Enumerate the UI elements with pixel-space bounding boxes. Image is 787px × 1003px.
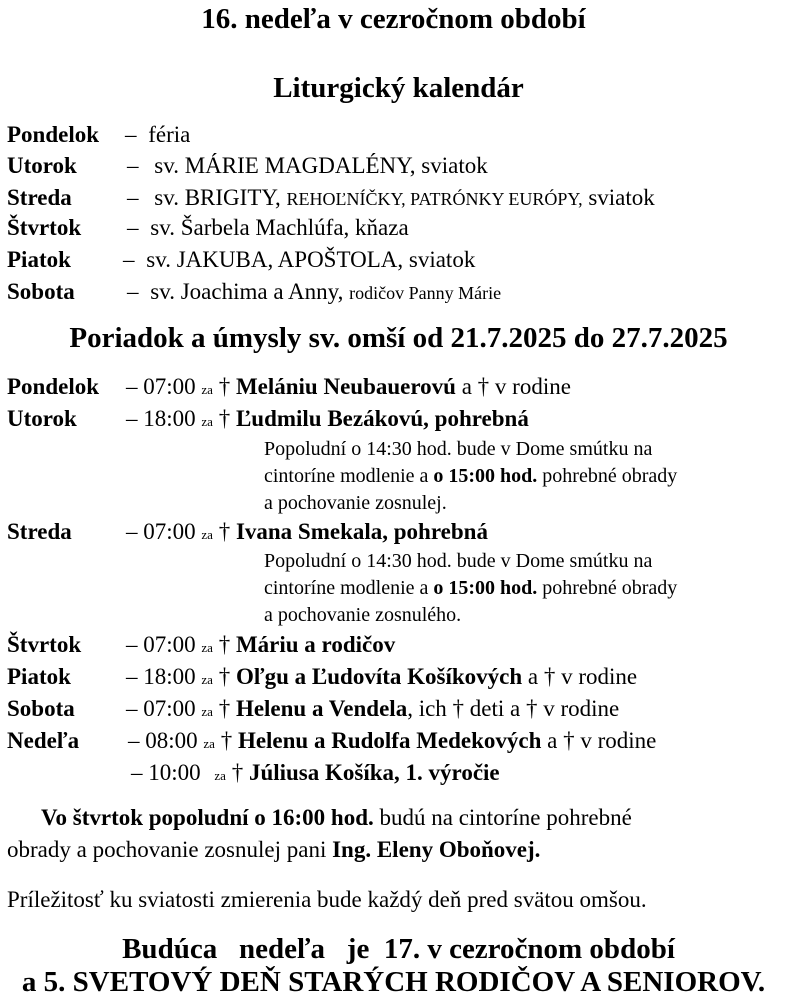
note-line	[264, 463, 677, 490]
calendar-row	[7, 153, 77, 179]
cross-icon: †	[218, 374, 231, 399]
mass-intention: Helenu a Rudolfa Medekových	[237, 728, 542, 753]
mass-time: – 07:00	[126, 519, 196, 544]
calendar-text: sv. JAKUBA, APOŠTOLA, sviatok	[146, 247, 476, 272]
mass-intention: Ivana Smekala, pohrebná	[235, 519, 488, 544]
confession-note: Príležitosť ku sviatosti zmierenia bude každý deň pred svätou omšou.	[7, 887, 647, 912]
za-label: za	[201, 527, 213, 542]
calendar-entry	[127, 279, 501, 305]
calendar-day: Štvrtok	[7, 215, 82, 240]
calendar-day: Pondelok	[7, 122, 100, 147]
za-label: za	[201, 704, 213, 719]
cross-icon: †	[218, 632, 231, 657]
za-label: za	[201, 414, 213, 429]
dash: –	[123, 247, 135, 272]
mass-intention: Júliusa Košíka, 1. výročie	[248, 760, 500, 785]
mass-time: – 18:00	[126, 406, 196, 431]
calendar-text-small: rodičov Panny Márie	[349, 283, 502, 303]
announcement-bold: Ing. Eleny Oboňovej.	[332, 837, 541, 862]
note-text: pohrebné obrady	[542, 577, 678, 599]
mass-row	[126, 519, 488, 545]
funeral-note	[264, 548, 677, 629]
calendar-text: sviatok	[588, 185, 655, 210]
za-label: za	[201, 640, 213, 655]
mass-intention-rest: a † v rodine	[461, 374, 571, 399]
calendar-row	[7, 247, 71, 273]
announcement-bold: Vo štvrtok popoludní o 16:00 hod.	[41, 805, 374, 830]
mass-row	[131, 760, 500, 786]
dash: –	[127, 279, 139, 304]
cross-icon: †	[218, 664, 231, 689]
announcement-line	[7, 802, 632, 834]
cross-icon: †	[218, 519, 231, 544]
mass-time: – 18:00	[126, 664, 196, 689]
calendar-day: Piatok	[7, 247, 71, 272]
note-line: Popoludní o 14:30 hod. bude v Dome smútku na	[264, 550, 653, 572]
mass-row	[126, 696, 619, 722]
mass-intention: Helenu a Vendela	[235, 696, 408, 721]
cross-icon: †	[231, 760, 244, 785]
mass-intention: Máriu a rodičov	[235, 632, 396, 657]
mass-day: Pondelok	[7, 374, 100, 399]
funeral-note	[264, 436, 677, 517]
za-label: za	[201, 382, 213, 397]
calendar-row	[7, 279, 75, 305]
mass-time: – 08:00	[128, 728, 198, 753]
note-line: a pochovanie zosnulej.	[264, 492, 447, 514]
next-sunday-line2: a 5. SVETOVÝ DEŇ STARÝCH RODIČOV A SENIOROV.	[21, 966, 766, 998]
mass-row	[126, 664, 637, 690]
mass-row	[126, 406, 529, 432]
announcement-line	[7, 834, 632, 866]
dash: –	[125, 122, 137, 147]
za-label: za	[214, 768, 226, 783]
note-bold: o 15:00 hod.	[433, 577, 538, 599]
mass-day: Streda	[7, 519, 72, 544]
note-line	[264, 575, 677, 602]
mass-day: Nedeľa	[7, 728, 80, 753]
mass-time: – 07:00	[126, 632, 196, 657]
calendar-day: Sobota	[7, 279, 75, 304]
calendar-text: sv. Šarbela Machlúfa, kňaza	[150, 215, 409, 240]
mass-intention: Melániu Neubauerovú	[235, 374, 456, 399]
calendar-text: féria	[148, 122, 191, 147]
note-text: pohrebné obrady	[542, 465, 678, 487]
mass-intention: Ľudmilu Bezákovú, pohrebná	[235, 406, 529, 431]
mass-intention: Oľgu a Ľudovíta Košíkových	[235, 664, 523, 689]
calendar-entry	[127, 215, 409, 241]
calendar-title: Liturgický kalendár	[273, 72, 524, 104]
calendar-entry	[127, 185, 655, 211]
mass-row	[128, 728, 656, 754]
note-text: cintoríne modlenie a	[264, 577, 429, 599]
mass-day: Sobota	[7, 696, 75, 721]
cross-icon: †	[218, 696, 231, 721]
note-text: cintoríne modlenie a	[264, 465, 429, 487]
calendar-text: sv. BRIGITY,	[154, 185, 281, 210]
mass-intention-rest: , ich † deti a † v rodine	[407, 696, 620, 721]
calendar-text: sv. MÁRIE MAGDALÉNY, sviatok	[154, 153, 488, 178]
calendar-row	[7, 122, 99, 148]
za-label: za	[201, 672, 213, 687]
announcement	[7, 802, 632, 866]
calendar-row	[7, 215, 81, 241]
mass-row	[126, 374, 571, 400]
calendar-text: sv. Joachima a Anny,	[150, 279, 344, 304]
mass-intention-rest: a † v rodine	[547, 728, 657, 753]
mass-time: – 10:00	[131, 760, 201, 785]
calendar-text-small: REHOĽNÍČKY, PATRÓNKY EURÓPY,	[286, 189, 583, 209]
cross-icon: †	[220, 728, 233, 753]
next-sunday-line1: Budúca nedeľa je 17. v cezročnom období	[122, 933, 675, 965]
dash: –	[127, 185, 139, 210]
calendar-entry	[127, 153, 488, 179]
mass-intention-rest: a † v rodine	[527, 664, 638, 689]
calendar-day: Streda	[7, 185, 72, 210]
note-line: Popoludní o 14:30 hod. bude v Dome smútku na	[264, 438, 653, 460]
note-bold: o 15:00 hod.	[433, 465, 538, 487]
calendar-day: Utorok	[7, 153, 77, 178]
announcement-text: budú na cintoríne pohrebné	[379, 805, 632, 830]
calendar-row	[7, 185, 72, 211]
mass-time: – 07:00	[126, 374, 196, 399]
mass-time: – 07:00	[126, 696, 196, 721]
cross-icon: †	[218, 406, 231, 431]
announcement-text: obrady a pochovanie zosnulej pani	[7, 837, 327, 862]
note-line: a pochovanie zosnulého.	[264, 604, 462, 626]
page-title: 16. nedeľa v cezročnom období	[201, 3, 586, 35]
mass-day: Piatok	[7, 664, 71, 689]
calendar-entry	[123, 247, 475, 273]
masses-title: Poriadok a úmysly sv. omší od 21.7.2025 do 27.7.2025	[69, 322, 728, 354]
mass-day: Štvrtok	[7, 632, 82, 657]
dash: –	[127, 215, 139, 240]
mass-day: Utorok	[7, 406, 77, 431]
mass-row	[126, 632, 395, 658]
calendar-entry	[125, 122, 190, 148]
za-label: za	[203, 736, 215, 751]
dash: –	[127, 153, 139, 178]
